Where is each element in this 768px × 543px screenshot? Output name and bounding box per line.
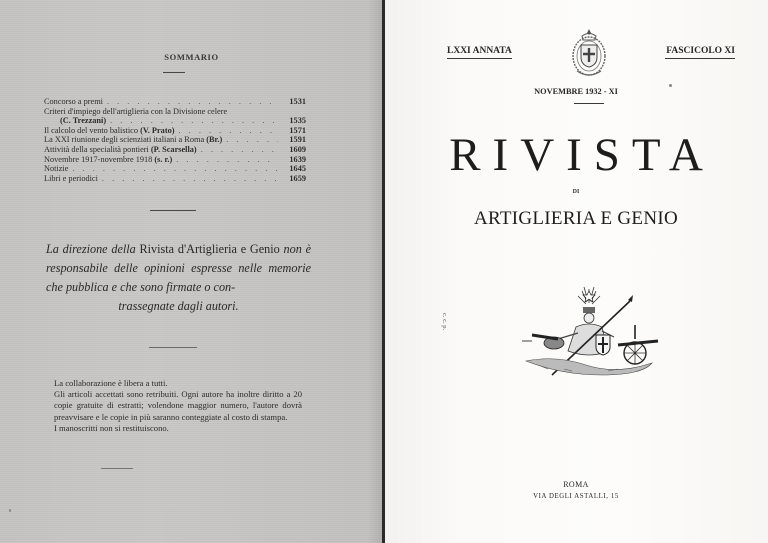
toc-page: 1645 [289, 164, 306, 174]
front-cover-page [384, 0, 768, 543]
journal-name: Rivista d'Artiglieria e Genio [139, 242, 280, 256]
page-spine [382, 0, 385, 543]
toc-author: (Br.) [206, 135, 223, 145]
toc-leader-dots [102, 174, 278, 184]
toc-title: Libri e periodici [44, 173, 98, 183]
toc-row [44, 155, 306, 165]
disclaimer-text: trassegnate dagli autori. [118, 299, 239, 313]
toc-row [44, 145, 306, 155]
toc-leader-dots [72, 164, 278, 174]
toc-title: Attività della specialità pontieri [44, 144, 149, 154]
toc-divider [150, 210, 196, 211]
paper-speck [9, 509, 11, 512]
toc-page: 1591 [289, 135, 306, 145]
toc-leader-dots [176, 155, 278, 165]
toc-author: (P. Scarsella) [150, 144, 197, 154]
heading-divider [163, 72, 185, 73]
toc-row [44, 107, 306, 117]
collab-line: I manoscritti non si restituiscono. [54, 422, 169, 433]
toc-title: Criteri d'impiego dell'artiglieria con la Divisione celere [44, 106, 228, 116]
editorial-disclaimer [46, 240, 311, 316]
toc-page: 1531 [289, 97, 306, 106]
publisher-city: ROMA [563, 480, 589, 489]
publisher-address: VIA DEGLI ASTALLI, 15 [533, 493, 619, 500]
table-of-contents [44, 97, 306, 183]
toc-page: 1535 [289, 116, 306, 126]
toc-leader-dots [226, 135, 278, 145]
toc-page: 1659 [289, 173, 306, 183]
volume-label: LXXI ANNATA [447, 46, 512, 59]
toc-page: 1571 [289, 125, 306, 135]
toc-title: Novembre 1917-novembre 1918 [44, 154, 153, 164]
toc-row [44, 97, 306, 107]
issue-date: NOVEMBRE 1932 - XI [534, 87, 618, 96]
toc-row [44, 135, 306, 145]
toc-author: (s. r.) [154, 154, 173, 164]
disclaimer-text: non è responsabile delle opinioni espresse nelle memorie che pubblica e che sono firmate o con- [46, 242, 312, 294]
sommario-heading: SOMMARIO [164, 52, 219, 62]
toc-row [44, 164, 306, 174]
disclaimer-text: La direzione della [46, 242, 136, 256]
toc-row [44, 174, 306, 184]
collab-line: La collaborazione è libera a tutti. [54, 378, 168, 388]
title-connector: DI [572, 189, 580, 195]
date-divider [574, 103, 604, 104]
journal-title: RIVISTA [449, 129, 715, 181]
spine-shadow [368, 0, 382, 543]
collab-paragraph: Gli articoli accettati sono retribuiti. Ogni autore ha inoltre diritto a 20 copie gratuite di estratti; volendone maggior numero, l'autore dovrà preavvisare e le copie in più saranno conteggiate al costo di stampa. [54, 389, 302, 422]
toc-title: Il calcolo del vento balistico [44, 125, 139, 135]
toc-leader-dots [110, 116, 278, 126]
toc-leader-dots [107, 97, 278, 107]
postal-mark: c. c. p. [441, 313, 448, 331]
collaboration-notice [54, 378, 302, 434]
toc-title: Concorso a premi [44, 97, 103, 106]
royal-coat-of-arms-icon [569, 27, 609, 79]
journal-subtitle: ARTIGLIERIA E GENIO [473, 208, 679, 229]
italia-turrita-illustration-icon [518, 285, 660, 380]
toc-page: 1609 [289, 144, 306, 154]
toc-leader-dots [179, 126, 278, 136]
paper-speck [669, 84, 672, 87]
toc-author: (V. Prato) [140, 125, 175, 135]
back-cover-page [0, 0, 383, 543]
toc-row [44, 126, 306, 136]
toc-title: Notizie [44, 164, 69, 174]
toc-author: (C. Trezzani) [60, 116, 107, 126]
toc-leader-dots [201, 145, 278, 155]
issue-label: FASCICOLO XI [665, 46, 735, 59]
toc-title: La XXI riunione degli scienziati italiani a Roma [44, 135, 205, 145]
toc-row [44, 116, 306, 126]
toc-page: 1639 [289, 154, 306, 164]
bottom-divider [101, 468, 133, 469]
disclaimer-divider [149, 347, 197, 348]
